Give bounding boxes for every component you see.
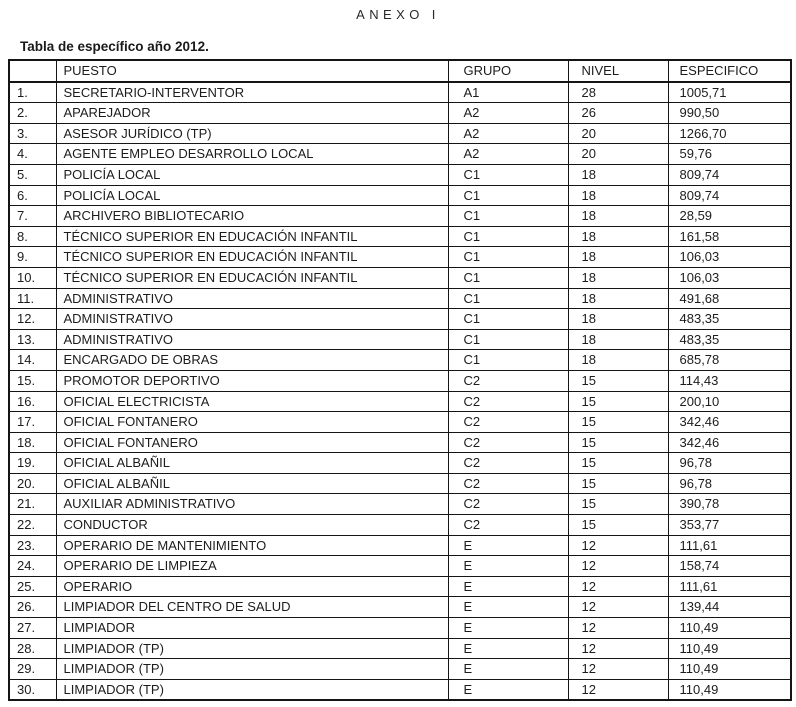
row-number-cell: 27. xyxy=(9,618,56,639)
table-row xyxy=(9,123,791,144)
especifico-cell: 342,46 xyxy=(668,432,791,453)
nivel-cell: 18 xyxy=(568,350,668,371)
grupo-cell: C1 xyxy=(448,164,568,185)
table-row xyxy=(9,515,791,536)
especifico-cell: 28,59 xyxy=(668,206,791,227)
nivel-cell: 12 xyxy=(568,638,668,659)
table-row xyxy=(9,391,791,412)
row-number-cell: 11. xyxy=(9,288,56,309)
table-row xyxy=(9,206,791,227)
puesto-cell: LIMPIADOR DEL CENTRO DE SALUD xyxy=(56,597,448,618)
especifico-cell: 483,35 xyxy=(668,309,791,330)
header-row-number xyxy=(9,60,56,82)
table-row xyxy=(9,679,791,700)
puesto-cell: SECRETARIO-INTERVENTOR xyxy=(56,82,448,103)
grupo-cell: C2 xyxy=(448,473,568,494)
puesto-cell: OFICIAL ALBAÑIL xyxy=(56,453,448,474)
specifics-table xyxy=(8,59,792,701)
table-row xyxy=(9,659,791,680)
table-row xyxy=(9,473,791,494)
nivel-cell: 18 xyxy=(568,288,668,309)
nivel-cell: 12 xyxy=(568,535,668,556)
table-row xyxy=(9,247,791,268)
row-number-cell: 20. xyxy=(9,473,56,494)
especifico-cell: 110,49 xyxy=(668,618,791,639)
table-row xyxy=(9,412,791,433)
row-number-cell: 7. xyxy=(9,206,56,227)
grupo-cell: C1 xyxy=(448,267,568,288)
table-row xyxy=(9,638,791,659)
especifico-cell: 106,03 xyxy=(668,267,791,288)
row-number-cell: 16. xyxy=(9,391,56,412)
row-number-cell: 18. xyxy=(9,432,56,453)
grupo-cell: E xyxy=(448,535,568,556)
grupo-cell: E xyxy=(448,679,568,700)
especifico-cell: 139,44 xyxy=(668,597,791,618)
table-row xyxy=(9,144,791,165)
row-number-cell: 21. xyxy=(9,494,56,515)
nivel-cell: 15 xyxy=(568,473,668,494)
table-row xyxy=(9,185,791,206)
grupo-cell: E xyxy=(448,659,568,680)
header-especifico: ESPECIFICO xyxy=(668,60,791,82)
row-number-cell: 26. xyxy=(9,597,56,618)
nivel-cell: 12 xyxy=(568,659,668,680)
grupo-cell: C1 xyxy=(448,185,568,206)
nivel-cell: 18 xyxy=(568,226,668,247)
row-number-cell: 5. xyxy=(9,164,56,185)
especifico-cell: 1005,71 xyxy=(668,82,791,103)
puesto-cell: LIMPIADOR (TP) xyxy=(56,659,448,680)
row-number-cell: 6. xyxy=(9,185,56,206)
especifico-cell: 353,77 xyxy=(668,515,791,536)
nivel-cell: 12 xyxy=(568,618,668,639)
grupo-cell: C1 xyxy=(448,206,568,227)
table-row xyxy=(9,494,791,515)
table-row xyxy=(9,618,791,639)
table-row xyxy=(9,164,791,185)
row-number-cell: 29. xyxy=(9,659,56,680)
row-number-cell: 1. xyxy=(9,82,56,103)
grupo-cell: C2 xyxy=(448,370,568,391)
nivel-cell: 26 xyxy=(568,103,668,124)
especifico-cell: 106,03 xyxy=(668,247,791,268)
puesto-cell: TÉCNICO SUPERIOR EN EDUCACIÓN INFANTIL xyxy=(56,226,448,247)
puesto-cell: AGENTE EMPLEO DESARROLLO LOCAL xyxy=(56,144,448,165)
grupo-cell: C1 xyxy=(448,288,568,309)
especifico-cell: 161,58 xyxy=(668,226,791,247)
nivel-cell: 18 xyxy=(568,206,668,227)
grupo-cell: A2 xyxy=(448,103,568,124)
table-row xyxy=(9,288,791,309)
row-number-cell: 23. xyxy=(9,535,56,556)
especifico-cell: 342,46 xyxy=(668,412,791,433)
puesto-cell: OFICIAL ELECTRICISTA xyxy=(56,391,448,412)
table-row xyxy=(9,103,791,124)
grupo-cell: E xyxy=(448,638,568,659)
grupo-cell: A2 xyxy=(448,123,568,144)
table-row xyxy=(9,329,791,350)
grupo-cell: E xyxy=(448,597,568,618)
especifico-cell: 809,74 xyxy=(668,185,791,206)
table-body xyxy=(9,82,791,701)
puesto-cell: OPERARIO DE LIMPIEZA xyxy=(56,556,448,577)
table-row xyxy=(9,556,791,577)
puesto-cell: AUXILIAR ADMINISTRATIVO xyxy=(56,494,448,515)
especifico-cell: 491,68 xyxy=(668,288,791,309)
table-caption: Tabla de específico año 2012. xyxy=(20,39,209,54)
grupo-cell: E xyxy=(448,576,568,597)
grupo-cell: C2 xyxy=(448,453,568,474)
especifico-cell: 110,49 xyxy=(668,638,791,659)
especifico-cell: 200,10 xyxy=(668,391,791,412)
puesto-cell: POLICÍA LOCAL xyxy=(56,185,448,206)
nivel-cell: 15 xyxy=(568,515,668,536)
table-row xyxy=(9,309,791,330)
row-number-cell: 14. xyxy=(9,350,56,371)
nivel-cell: 18 xyxy=(568,164,668,185)
nivel-cell: 18 xyxy=(568,309,668,330)
nivel-cell: 28 xyxy=(568,82,668,103)
grupo-cell: E xyxy=(448,618,568,639)
row-number-cell: 9. xyxy=(9,247,56,268)
especifico-cell: 390,78 xyxy=(668,494,791,515)
puesto-cell: ASESOR JURÍDICO (TP) xyxy=(56,123,448,144)
row-number-cell: 24. xyxy=(9,556,56,577)
especifico-cell: 110,49 xyxy=(668,659,791,680)
especifico-cell: 685,78 xyxy=(668,350,791,371)
puesto-cell: OPERARIO xyxy=(56,576,448,597)
puesto-cell: CONDUCTOR xyxy=(56,515,448,536)
nivel-cell: 12 xyxy=(568,597,668,618)
nivel-cell: 12 xyxy=(568,556,668,577)
nivel-cell: 18 xyxy=(568,247,668,268)
row-number-cell: 15. xyxy=(9,370,56,391)
row-number-cell: 19. xyxy=(9,453,56,474)
grupo-cell: C1 xyxy=(448,247,568,268)
row-number-cell: 17. xyxy=(9,412,56,433)
especifico-cell: 111,61 xyxy=(668,576,791,597)
nivel-cell: 20 xyxy=(568,144,668,165)
header-puesto: PUESTO xyxy=(56,60,448,82)
table-row xyxy=(9,226,791,247)
table-row xyxy=(9,453,791,474)
puesto-cell: LIMPIADOR (TP) xyxy=(56,638,448,659)
puesto-cell: ADMINISTRATIVO xyxy=(56,329,448,350)
nivel-cell: 15 xyxy=(568,453,668,474)
row-number-cell: 30. xyxy=(9,679,56,700)
grupo-cell: A1 xyxy=(448,82,568,103)
puesto-cell: PROMOTOR DEPORTIVO xyxy=(56,370,448,391)
especifico-cell: 96,78 xyxy=(668,453,791,474)
row-number-cell: 3. xyxy=(9,123,56,144)
puesto-cell: LIMPIADOR (TP) xyxy=(56,679,448,700)
especifico-cell: 59,76 xyxy=(668,144,791,165)
row-number-cell: 13. xyxy=(9,329,56,350)
grupo-cell: C2 xyxy=(448,494,568,515)
puesto-cell: OPERARIO DE MANTENIMIENTO xyxy=(56,535,448,556)
page-title: ANEXO I xyxy=(356,7,440,22)
especifico-cell: 990,50 xyxy=(668,103,791,124)
especifico-cell: 158,74 xyxy=(668,556,791,577)
grupo-cell: C1 xyxy=(448,226,568,247)
row-number-cell: 25. xyxy=(9,576,56,597)
table-row xyxy=(9,535,791,556)
especifico-cell: 110,49 xyxy=(668,679,791,700)
row-number-cell: 4. xyxy=(9,144,56,165)
puesto-cell: ADMINISTRATIVO xyxy=(56,309,448,330)
header-nivel: NIVEL xyxy=(568,60,668,82)
grupo-cell: E xyxy=(448,556,568,577)
nivel-cell: 12 xyxy=(568,576,668,597)
especifico-cell: 809,74 xyxy=(668,164,791,185)
nivel-cell: 20 xyxy=(568,123,668,144)
grupo-cell: C2 xyxy=(448,391,568,412)
table-row xyxy=(9,597,791,618)
nivel-cell: 15 xyxy=(568,391,668,412)
puesto-cell: ENCARGADO DE OBRAS xyxy=(56,350,448,371)
grupo-cell: C2 xyxy=(448,515,568,536)
nivel-cell: 15 xyxy=(568,412,668,433)
header-row xyxy=(9,60,791,82)
puesto-cell: ARCHIVERO BIBLIOTECARIO xyxy=(56,206,448,227)
table-row xyxy=(9,576,791,597)
table-row xyxy=(9,82,791,103)
nivel-cell: 18 xyxy=(568,185,668,206)
row-number-cell: 8. xyxy=(9,226,56,247)
especifico-cell: 111,61 xyxy=(668,535,791,556)
grupo-cell: A2 xyxy=(448,144,568,165)
puesto-cell: ADMINISTRATIVO xyxy=(56,288,448,309)
especifico-cell: 483,35 xyxy=(668,329,791,350)
nivel-cell: 15 xyxy=(568,494,668,515)
puesto-cell: APAREJADOR xyxy=(56,103,448,124)
table-row xyxy=(9,350,791,371)
table-row xyxy=(9,370,791,391)
especifico-cell: 114,43 xyxy=(668,370,791,391)
especifico-cell: 96,78 xyxy=(668,473,791,494)
puesto-cell: OFICIAL FONTANERO xyxy=(56,432,448,453)
especifico-cell: 1266,70 xyxy=(668,123,791,144)
puesto-cell: POLICÍA LOCAL xyxy=(56,164,448,185)
puesto-cell: OFICIAL ALBAÑIL xyxy=(56,473,448,494)
puesto-cell: TÉCNICO SUPERIOR EN EDUCACIÓN INFANTIL xyxy=(56,267,448,288)
table-row xyxy=(9,432,791,453)
puesto-cell: LIMPIADOR xyxy=(56,618,448,639)
row-number-cell: 12. xyxy=(9,309,56,330)
row-number-cell: 28. xyxy=(9,638,56,659)
grupo-cell: C2 xyxy=(448,432,568,453)
row-number-cell: 10. xyxy=(9,267,56,288)
header-grupo: GRUPO xyxy=(448,60,568,82)
grupo-cell: C2 xyxy=(448,412,568,433)
puesto-cell: TÉCNICO SUPERIOR EN EDUCACIÓN INFANTIL xyxy=(56,247,448,268)
grupo-cell: C1 xyxy=(448,309,568,330)
grupo-cell: C1 xyxy=(448,329,568,350)
nivel-cell: 12 xyxy=(568,679,668,700)
row-number-cell: 2. xyxy=(9,103,56,124)
grupo-cell: C1 xyxy=(448,350,568,371)
table-row xyxy=(9,267,791,288)
nivel-cell: 15 xyxy=(568,370,668,391)
row-number-cell: 22. xyxy=(9,515,56,536)
nivel-cell: 18 xyxy=(568,329,668,350)
puesto-cell: OFICIAL FONTANERO xyxy=(56,412,448,433)
nivel-cell: 18 xyxy=(568,267,668,288)
nivel-cell: 15 xyxy=(568,432,668,453)
